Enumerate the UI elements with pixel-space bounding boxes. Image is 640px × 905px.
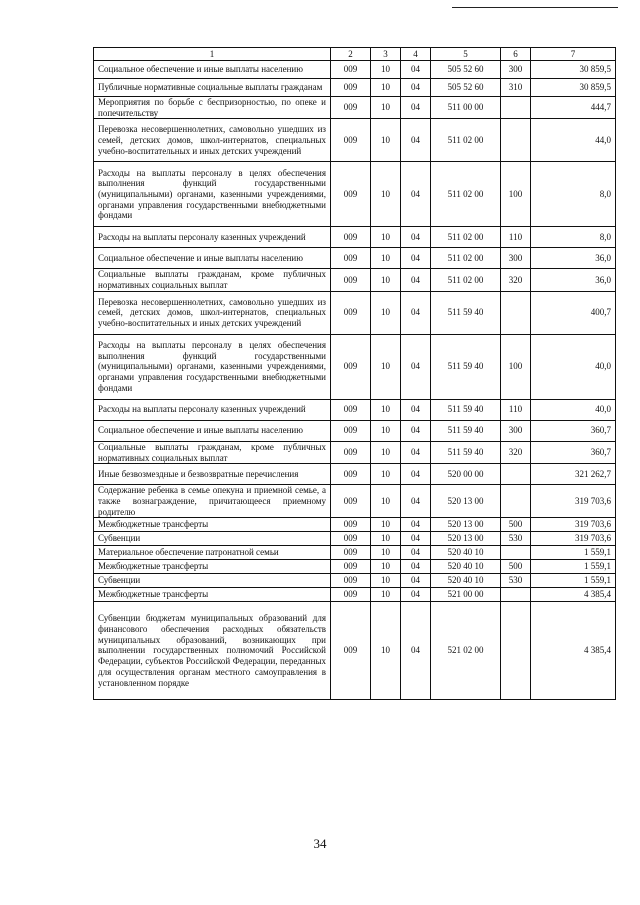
amount: 4 385,4 [531, 602, 616, 700]
row-name: Публичные нормативные социальные выплаты гражданам [94, 79, 331, 97]
amount: 319 703,6 [531, 518, 616, 532]
subsection-code: 04 [401, 441, 431, 463]
expense-type-code: 300 [501, 248, 531, 269]
target-article-code: 511 59 40 [431, 399, 501, 420]
expense-type-code [501, 119, 531, 162]
top-rule [452, 7, 618, 8]
amount: 319 703,6 [531, 532, 616, 546]
section-code: 10 [371, 441, 401, 463]
row-name: Расходы на выплаты персоналу в целях обеспечения выполнения функций государственными (муниципальными) органами, казенными учреждениями, органами управления государственными внебюджетными фондами [94, 334, 331, 399]
expense-type-code: 100 [501, 334, 531, 399]
ministry-code: 009 [331, 334, 371, 399]
subsection-code: 04 [401, 119, 431, 162]
table-row [94, 227, 616, 248]
section-code: 10 [371, 334, 401, 399]
section-code: 10 [371, 61, 401, 79]
table-row [94, 441, 616, 463]
ministry-code: 009 [331, 119, 371, 162]
section-code: 10 [371, 546, 401, 560]
table-row [94, 485, 616, 518]
table-row [94, 546, 616, 560]
column-header: 7 [531, 48, 616, 61]
row-name: Социальное обеспечение и иные выплаты населению [94, 61, 331, 79]
target-article-code: 511 00 00 [431, 97, 501, 119]
target-article-code: 511 02 00 [431, 248, 501, 269]
table-row [94, 61, 616, 79]
section-code: 10 [371, 291, 401, 334]
column-header: 2 [331, 48, 371, 61]
expense-type-code: 500 [501, 518, 531, 532]
target-article-code: 505 52 60 [431, 79, 501, 97]
section-code: 10 [371, 399, 401, 420]
expense-type-code [501, 588, 531, 602]
table-row [94, 79, 616, 97]
ministry-code: 009 [331, 248, 371, 269]
table-row [94, 97, 616, 119]
target-article-code: 520 40 10 [431, 560, 501, 574]
budget-table-body [94, 48, 616, 700]
expense-type-code [501, 464, 531, 485]
ministry-code: 009 [331, 532, 371, 546]
subsection-code: 04 [401, 602, 431, 700]
expense-type-code: 100 [501, 162, 531, 227]
target-article-code: 511 02 00 [431, 119, 501, 162]
ministry-code: 009 [331, 574, 371, 588]
section-code: 10 [371, 119, 401, 162]
expense-type-code [501, 485, 531, 518]
expense-type-code: 320 [501, 269, 531, 291]
section-code: 10 [371, 420, 401, 441]
amount: 360,7 [531, 441, 616, 463]
table-row [94, 119, 616, 162]
table-row [94, 602, 616, 700]
target-article-code: 511 59 40 [431, 441, 501, 463]
section-code: 10 [371, 485, 401, 518]
table-row [94, 291, 616, 334]
amount: 1 559,1 [531, 560, 616, 574]
subsection-code: 04 [401, 79, 431, 97]
table-row [94, 532, 616, 546]
ministry-code: 009 [331, 162, 371, 227]
amount: 360,7 [531, 420, 616, 441]
row-name: Социальные выплаты гражданам, кроме публичных нормативных социальных выплат [94, 441, 331, 463]
target-article-code: 511 59 40 [431, 420, 501, 441]
expense-type-code: 530 [501, 574, 531, 588]
amount: 321 262,7 [531, 464, 616, 485]
column-header: 3 [371, 48, 401, 61]
row-name: Социальные выплаты гражданам, кроме публичных нормативных социальных выплат [94, 269, 331, 291]
subsection-code: 04 [401, 227, 431, 248]
ministry-code: 009 [331, 227, 371, 248]
subsection-code: 04 [401, 546, 431, 560]
row-name: Расходы на выплаты персоналу в целях обеспечения выполнения функций государственными (муниципальными) органами, казенными учреждениями, органами управления государственными внебюджетными фондами [94, 162, 331, 227]
subsection-code: 04 [401, 420, 431, 441]
page-number: 34 [313, 836, 327, 851]
amount: 1 559,1 [531, 546, 616, 560]
ministry-code: 009 [331, 97, 371, 119]
ministry-code: 009 [331, 518, 371, 532]
subsection-code: 04 [401, 588, 431, 602]
amount: 40,0 [531, 334, 616, 399]
target-article-code: 521 00 00 [431, 588, 501, 602]
section-code: 10 [371, 574, 401, 588]
target-article-code: 520 13 00 [431, 532, 501, 546]
row-name: Субвенции бюджетам муниципальных образований для финансового обеспечения расходных обязательств муниципальных образований, возникающих при выполнении государственных полномочий Российской Федерации, субъектов Российской Федерации, переданных для осуществления органам местного самоуправления в установленном порядке [94, 602, 331, 700]
expense-type-code: 320 [501, 441, 531, 463]
table-row [94, 248, 616, 269]
amount: 319 703,6 [531, 485, 616, 518]
subsection-code: 04 [401, 248, 431, 269]
amount: 40,0 [531, 399, 616, 420]
section-code: 10 [371, 162, 401, 227]
expense-type-code [501, 602, 531, 700]
subsection-code: 04 [401, 97, 431, 119]
row-name: Мероприятия по борьбе с беспризорностью, по опеке и попечительству [94, 97, 331, 119]
column-header-row [94, 48, 616, 61]
ministry-code: 009 [331, 61, 371, 79]
subsection-code: 04 [401, 291, 431, 334]
expense-type-code [501, 546, 531, 560]
row-name: Межбюджетные трансферты [94, 588, 331, 602]
subsection-code: 04 [401, 334, 431, 399]
subsection-code: 04 [401, 574, 431, 588]
table-row [94, 574, 616, 588]
amount: 36,0 [531, 248, 616, 269]
subsection-code: 04 [401, 269, 431, 291]
table-row [94, 588, 616, 602]
target-article-code: 520 00 00 [431, 464, 501, 485]
target-article-code: 511 02 00 [431, 269, 501, 291]
target-article-code: 511 59 40 [431, 334, 501, 399]
row-name: Материальное обеспечение патронатной семьи [94, 546, 331, 560]
expense-type-code: 530 [501, 532, 531, 546]
ministry-code: 009 [331, 79, 371, 97]
row-name: Межбюджетные трансферты [94, 518, 331, 532]
amount: 8,0 [531, 162, 616, 227]
ministry-code: 009 [331, 485, 371, 518]
target-article-code: 521 02 00 [431, 602, 501, 700]
table-row [94, 162, 616, 227]
target-article-code: 511 02 00 [431, 162, 501, 227]
subsection-code: 04 [401, 464, 431, 485]
subsection-code: 04 [401, 518, 431, 532]
row-name: Межбюджетные трансферты [94, 560, 331, 574]
ministry-code: 009 [331, 588, 371, 602]
column-header: 6 [501, 48, 531, 61]
amount: 30 859,5 [531, 61, 616, 79]
section-code: 10 [371, 518, 401, 532]
table-row [94, 464, 616, 485]
amount: 36,0 [531, 269, 616, 291]
amount: 400,7 [531, 291, 616, 334]
table-row [94, 334, 616, 399]
section-code: 10 [371, 464, 401, 485]
expense-type-code: 300 [501, 420, 531, 441]
target-article-code: 505 52 60 [431, 61, 501, 79]
row-name: Социальное обеспечение и иные выплаты населению [94, 420, 331, 441]
target-article-code: 511 59 40 [431, 291, 501, 334]
amount: 44,0 [531, 119, 616, 162]
budget-table [93, 47, 616, 700]
target-article-code: 520 40 10 [431, 574, 501, 588]
ministry-code: 009 [331, 441, 371, 463]
target-article-code: 520 13 00 [431, 518, 501, 532]
row-name: Субвенции [94, 574, 331, 588]
ministry-code: 009 [331, 560, 371, 574]
amount: 444,7 [531, 97, 616, 119]
column-header: 1 [94, 48, 331, 61]
amount: 8,0 [531, 227, 616, 248]
subsection-code: 04 [401, 485, 431, 518]
row-name: Расходы на выплаты персоналу казенных учреждений [94, 227, 331, 248]
row-name: Содержание ребенка в семье опекуна и приемной семье, а также вознаграждение, причитающееся приемному родителю [94, 485, 331, 518]
table-row [94, 560, 616, 574]
amount: 30 859,5 [531, 79, 616, 97]
expense-type-code: 500 [501, 560, 531, 574]
expense-type-code: 110 [501, 399, 531, 420]
column-header: 5 [431, 48, 501, 61]
target-article-code: 520 13 00 [431, 485, 501, 518]
expense-type-code [501, 97, 531, 119]
section-code: 10 [371, 269, 401, 291]
section-code: 10 [371, 560, 401, 574]
ministry-code: 009 [331, 464, 371, 485]
ministry-code: 009 [331, 399, 371, 420]
expense-type-code: 300 [501, 61, 531, 79]
row-name: Перевозка несовершеннолетних, самовольно ушедших из семей, детских домов, школ-интернатов, специальных учебно-воспитательных и иных детских учреждений [94, 291, 331, 334]
section-code: 10 [371, 588, 401, 602]
section-code: 10 [371, 248, 401, 269]
table-row [94, 399, 616, 420]
table-row [94, 420, 616, 441]
row-name: Перевозка несовершеннолетних, самовольно ушедших из семей, детских домов, школ-интернатов, специальных учебно-воспитательных и иных детских учреждений [94, 119, 331, 162]
row-name: Расходы на выплаты персоналу казенных учреждений [94, 399, 331, 420]
amount: 4 385,4 [531, 588, 616, 602]
target-article-code: 511 02 00 [431, 227, 501, 248]
ministry-code: 009 [331, 546, 371, 560]
expense-type-code: 110 [501, 227, 531, 248]
expense-type-code [501, 291, 531, 334]
row-name: Иные безвозмездные и безвозвратные перечисления [94, 464, 331, 485]
subsection-code: 04 [401, 399, 431, 420]
ministry-code: 009 [331, 291, 371, 334]
section-code: 10 [371, 227, 401, 248]
subsection-code: 04 [401, 532, 431, 546]
table-row [94, 269, 616, 291]
section-code: 10 [371, 532, 401, 546]
subsection-code: 04 [401, 61, 431, 79]
section-code: 10 [371, 602, 401, 700]
ministry-code: 009 [331, 269, 371, 291]
ministry-code: 009 [331, 602, 371, 700]
expense-type-code: 310 [501, 79, 531, 97]
amount: 1 559,1 [531, 574, 616, 588]
section-code: 10 [371, 97, 401, 119]
subsection-code: 04 [401, 560, 431, 574]
ministry-code: 009 [331, 420, 371, 441]
target-article-code: 520 40 10 [431, 546, 501, 560]
subsection-code: 04 [401, 162, 431, 227]
row-name: Социальное обеспечение и иные выплаты населению [94, 248, 331, 269]
table-row [94, 518, 616, 532]
row-name: Субвенции [94, 532, 331, 546]
section-code: 10 [371, 79, 401, 97]
column-header: 4 [401, 48, 431, 61]
